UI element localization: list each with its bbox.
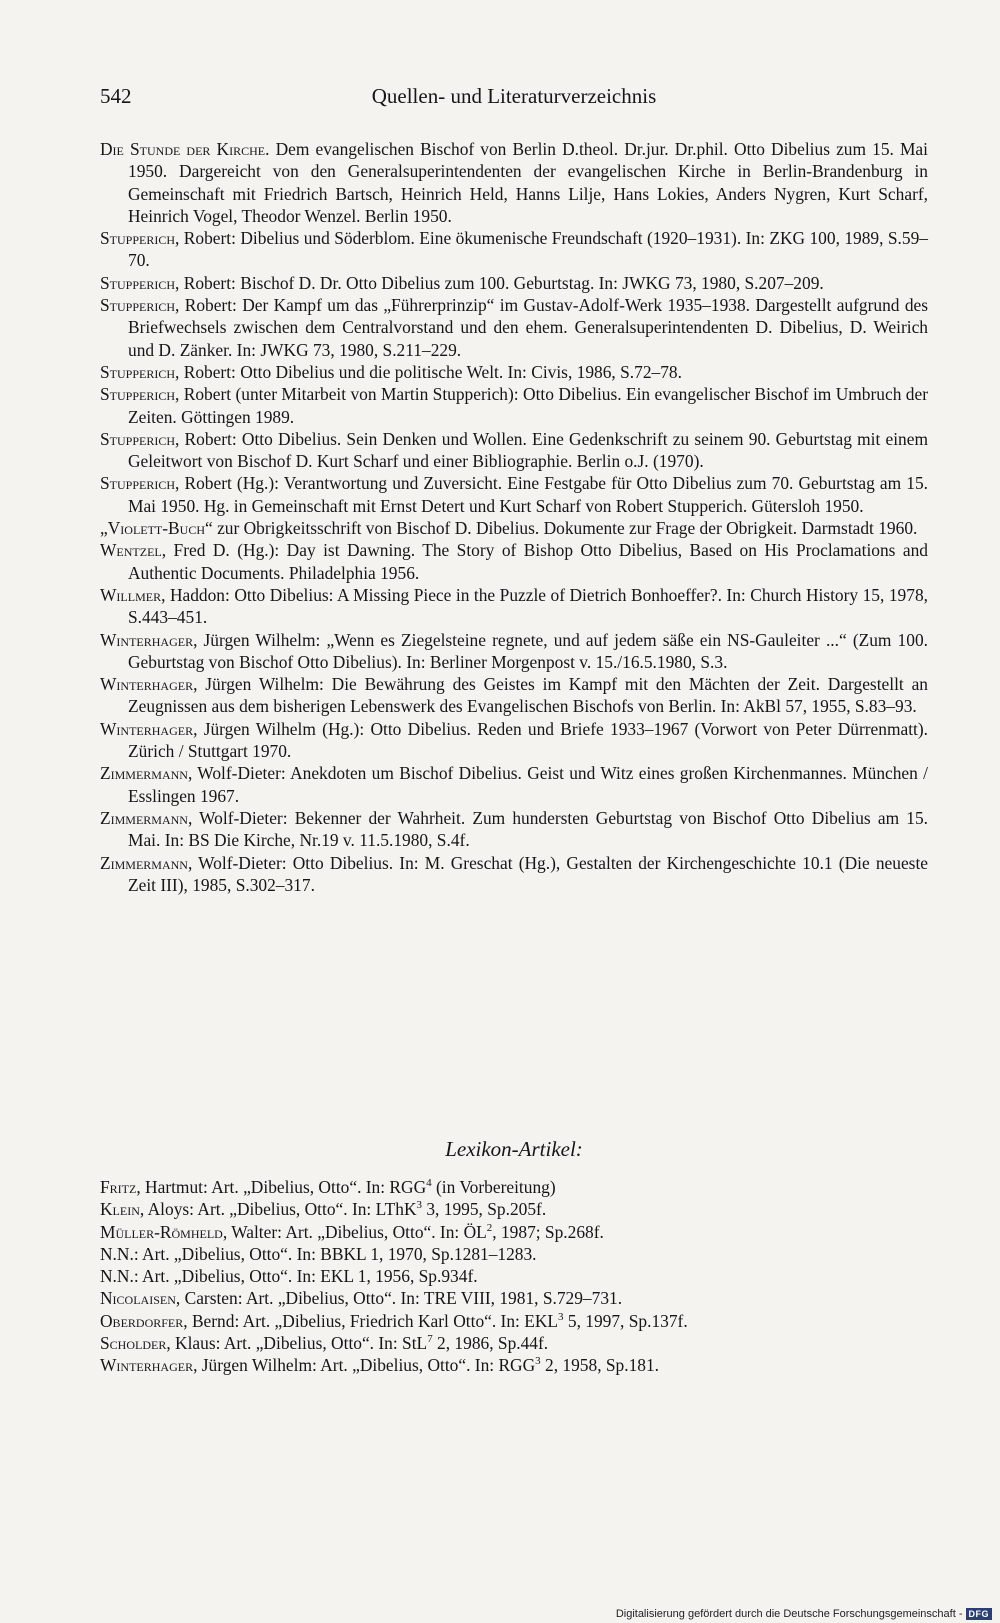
entry-text: Art. „Dibelius, Otto“. In: BBKL 1, 1970, Sp.1281–1283. <box>138 1243 537 1264</box>
entry-author: N.N.: <box>100 1243 139 1264</box>
entry-text-tail: 5, 1997, Sp.137f. <box>563 1310 688 1331</box>
entry-author: Müller-Römheld, <box>100 1221 228 1242</box>
bibliography-entry <box>100 852 928 897</box>
entry-author: Winterhager, <box>100 1355 198 1376</box>
bibliography-entry <box>100 272 928 294</box>
entry-text: Wolf-Dieter: Anekdoten um Bischof Dibelius. Geist und Witz eines großen Kirchenmannes. München / Esslingen 1967. <box>128 763 928 806</box>
lexikon-entry <box>100 1354 928 1376</box>
lexikon-entry <box>100 1243 928 1265</box>
entry-text-tail: 3, 1995, Sp.205f. <box>422 1199 547 1220</box>
edition-superscript: 3 <box>416 1199 423 1212</box>
bibliography-entry <box>100 629 928 674</box>
bibliography-entry <box>100 539 928 584</box>
entry-author: Die Stunde der Kirche. <box>100 139 270 159</box>
bibliography-list <box>100 138 928 896</box>
footer-text: Digitalisierung gefördert durch die Deutsche Forschungsgemeinschaft - <box>615 1608 963 1620</box>
bibliography-entry <box>100 361 928 383</box>
digitization-footer <box>616 1608 992 1620</box>
entry-author: Klein, <box>100 1199 145 1220</box>
entry-text-tail: 2, 1986, Sp.44f. <box>432 1333 549 1354</box>
entry-text: Wolf-Dieter: Bekenner der Wahrheit. Zum hundersten Geburtstag von Bischof Otto Dibelius am 15. Mai. In: BS Die Kirche, Nr.19 v. 11.5.1980, S.4f. <box>128 807 928 851</box>
entry-text: Robert: Bischof D. Dr. Otto Dibelius zum 100. Geburtstag. In: JWKG 73, 1980, S.207–209. <box>179 272 824 293</box>
entry-text: Robert: Otto Dibelius. Sein Denken und Wollen. Eine Gedenkschrift zu seinem 90. Geburtstag mit einem Geleitwort von Bischof D. Kurt Scharf und einer Bibliographie. Berlin o.J. (1970). <box>128 428 928 472</box>
entry-text: Wolf-Dieter: Otto Dibelius. In: M. Greschat (Hg.), Gestalten der Kirchengeschichte 10.1 (Die neueste Zeit III), 1985, S.302–317. <box>128 852 928 895</box>
entry-text: Walter: Art. „Dibelius, Otto“. In: ÖL <box>227 1221 487 1242</box>
entry-text: Jürgen Wilhelm: Art. „Dibelius, Otto“. In: RGG <box>197 1355 536 1376</box>
entry-text: Haddon: Otto Dibelius: A Missing Piece in the Puzzle of Dietrich Bonhoeffer?. In: Church History 15, 1978, S.443–451. <box>128 584 928 628</box>
edition-superscript: 3 <box>535 1355 541 1368</box>
entry-text: Art. „Dibelius, Otto“. In: EKL 1, 1956, Sp.934f. <box>138 1266 478 1287</box>
lexikon-list <box>100 1176 928 1377</box>
bibliography-entry <box>100 383 928 428</box>
bibliography-entry <box>100 762 928 807</box>
bibliography-entry <box>100 294 928 361</box>
entry-author: Stupperich, <box>100 228 180 249</box>
entry-author: Stupperich, <box>100 272 180 293</box>
bibliography-entry <box>100 718 928 763</box>
entry-author: N.N.: <box>100 1266 139 1287</box>
lexikon-entry <box>100 1287 928 1309</box>
entry-text: Jürgen Wilhelm: „Wenn es Ziegelsteine regnete, und auf jedem säße ein NS-Gauleiter ...“ (Zum 100. Geburtstag von Bischof Otto Dibelius). In: Berliner Morgenpost v. 15./16.5.1980, S.3. <box>128 629 928 672</box>
entry-author: Stupperich, <box>100 361 180 382</box>
entry-author: Stupperich, <box>100 295 180 316</box>
entry-author: Wentzel, <box>100 540 167 561</box>
entry-author: Stupperich, <box>100 428 180 449</box>
entry-author: Winterhager, <box>100 718 198 739</box>
bibliography-entry <box>100 807 928 852</box>
page-header <box>100 84 928 114</box>
entry-text: Klaus: Art. „Dibelius, Otto“. In: StL <box>170 1333 428 1354</box>
bibliography-entry <box>100 138 928 227</box>
entry-text: Fred D. (Hg.): Day ist Dawning. The Story of Bishop Otto Dibelius, Based on His Proclamations and Authentic Documents. Philadelphia 1956. <box>128 540 928 583</box>
entry-author: Stupperich, <box>100 384 180 405</box>
edition-superscript: 4 <box>426 1177 432 1190</box>
page-number: 542 <box>100 84 132 108</box>
entry-text: Jürgen Wilhelm (Hg.): Otto Dibelius. Reden und Briefe 1933–1967 (Vorwort von Peter Dürrenmatt). Zürich / Stuttgart 1970. <box>128 718 928 762</box>
edition-superscript: 2 <box>486 1221 493 1234</box>
lexikon-entry <box>100 1176 928 1198</box>
entry-text: Robert (Hg.): Verantwortung und Zuversicht. Eine Festgabe für Otto Dibelius zum 70. Geburtstag am 15. Mai 1950. Hg. in Gemeinschaft mit Ernst Detert und Kurt Scharf von Robert Stupperich. Gütersloh 1950. <box>128 473 928 516</box>
lexikon-entry <box>100 1198 928 1220</box>
bibliography-entry <box>100 517 928 539</box>
entry-text: Aloys: Art. „Dibelius, Otto“. In: LThK <box>144 1199 417 1220</box>
entry-author: Zimmermann, <box>100 763 193 784</box>
entry-author: Scholder, <box>100 1333 171 1354</box>
entry-text: Robert: Otto Dibelius und die politische Welt. In: Civis, 1986, S.72–78. <box>179 361 682 382</box>
lexikon-entry <box>100 1221 928 1243</box>
entry-author: Zimmermann, <box>100 807 193 828</box>
bibliography-entry <box>100 428 928 473</box>
entry-author: Winterhager, <box>100 674 198 695</box>
entry-text: zur Obrigkeitsschrift von Bischof D. Dibelius. Dokumente zur Frage der Obrigkeit. Darmstadt 1960. <box>212 518 918 539</box>
entry-text: Jürgen Wilhelm: Die Bewährung des Geistes im Kampf mit den Mächten der Zeit. Dargestellt an Zeugnissen aus dem bisherigen Lebenswerk des Evangelischen Bischofs von Berlin. In: AkBl 57, 1955, S.83–93. <box>128 674 928 717</box>
entry-author: Nicolaisen, <box>100 1288 181 1309</box>
entry-author: Winterhager, <box>100 629 198 650</box>
entry-author: Stupperich, <box>100 473 180 494</box>
entry-text: Bernd: Art. „Dibelius, Friedrich Karl Otto“. In: EKL <box>187 1310 559 1331</box>
edition-superscript: 7 <box>427 1333 433 1346</box>
lexikon-entry <box>100 1332 928 1354</box>
entry-text-tail: , 1987; Sp.268f. <box>492 1221 604 1242</box>
bibliography-entry <box>100 584 928 629</box>
running-title: Quellen- und Literaturverzeichnis <box>371 84 657 108</box>
entry-text: Robert: Dibelius und Söderblom. Eine ökumenische Freundschaft (1920–1931). In: ZKG 100, 1989, S.59–70. <box>128 228 928 271</box>
entry-author: Fritz, <box>100 1177 141 1197</box>
dfg-logo: DFG <box>966 1608 993 1620</box>
entry-text: Dem evangelischen Bischof von Berlin D.theol. Dr.jur. Dr.phil. Otto Dibelius zum 15. Mai 1950. Dargereicht von den Generalsuperintendenten der evangelischen Kirche in Berlin-Brandenburg in Gemeinschaft mit Friedrich Bartsch, Heinrich Held, Hanns Lilje, Hans Lokies, Anders Nygren, Kurt Scharf, Heinrich Vogel, Theodor Wenzel. Berlin 1950. <box>128 139 928 226</box>
edition-superscript: 3 <box>558 1310 564 1323</box>
lexikon-entry <box>100 1265 928 1287</box>
entry-text: Hartmut: Art. „Dibelius, Otto“. In: RGG <box>140 1177 427 1197</box>
entry-author: „Violett-Buch“ <box>100 518 213 539</box>
lexikon-section-title: Lexikon-Artikel: <box>445 1137 583 1161</box>
bibliography-entry <box>100 472 928 517</box>
entry-text-tail: 2, 1958, Sp.181. <box>540 1355 660 1376</box>
bibliography-entry <box>100 673 928 718</box>
entry-author: Willmer, <box>100 584 166 605</box>
entry-text: Robert (unter Mitarbeit von Martin Stupperich): Otto Dibelius. Ein evangelischer Bischof im Umbruch der Zeiten. Göttingen 1989. <box>128 384 928 427</box>
entry-author: Zimmermann, <box>100 852 193 873</box>
lexikon-entry <box>100 1310 928 1332</box>
entry-text: Carsten: Art. „Dibelius, Otto“. In: TRE VIII, 1981, S.729–731. <box>180 1288 623 1309</box>
bibliography-entry <box>100 227 928 272</box>
entry-author: Oberdorfer, <box>100 1310 188 1331</box>
entry-text-tail: (in Vorbereitung) <box>431 1177 556 1197</box>
entry-text: Robert: Der Kampf um das „Führerprinzip“ im Gustav-Adolf-Werk 1935–1938. Dargestellt aufgrund des Briefwechsels zwischen dem Centralvorstand und den ehem. Generalsuperintendenten D. Dibelius, D. Weirich und D. Zänker. In: JWKG 73, 1980, S.211–229. <box>128 295 928 360</box>
